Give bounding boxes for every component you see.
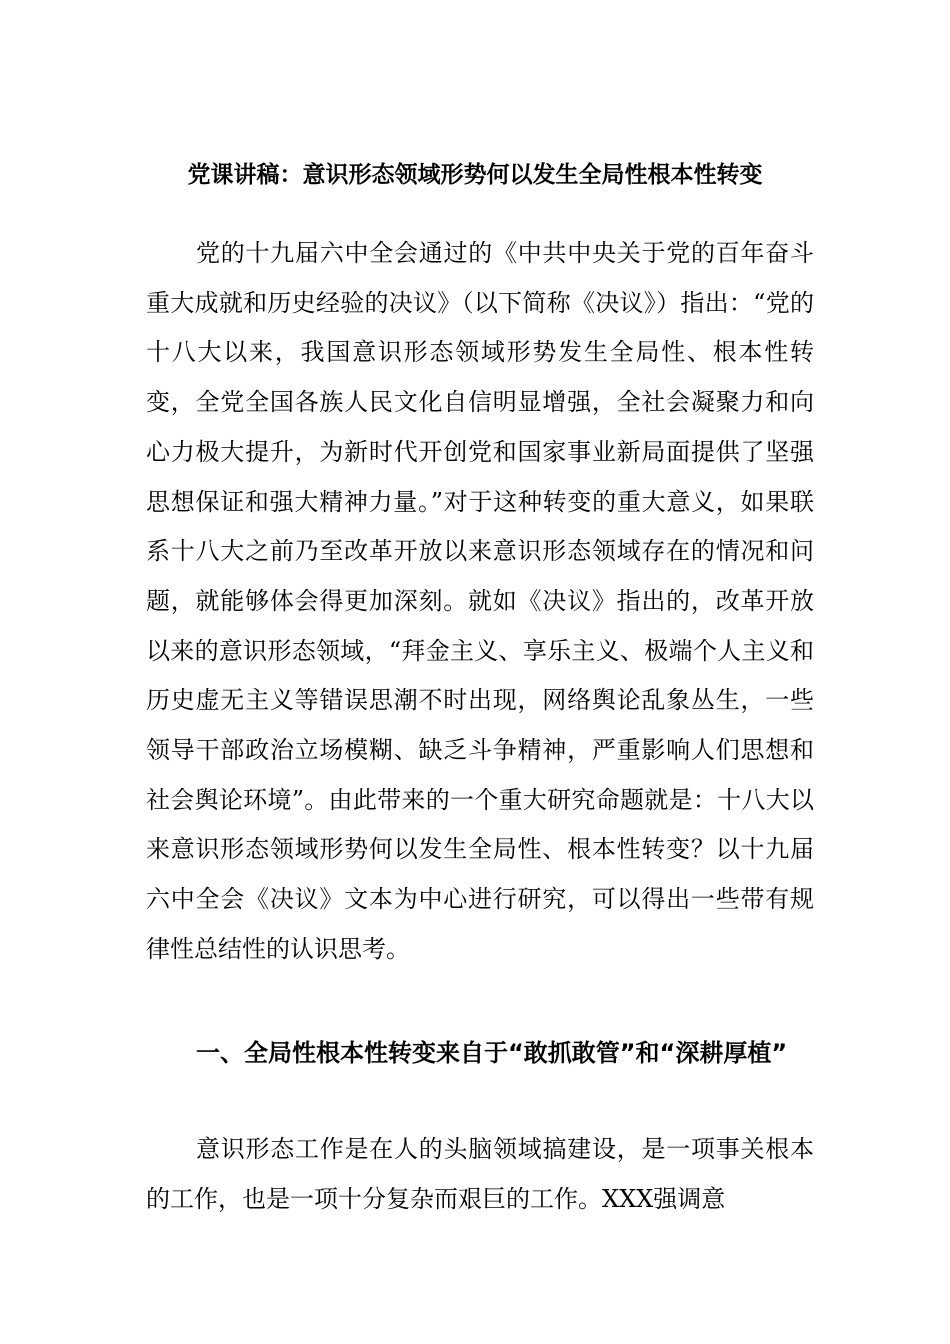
body-paragraph-1: 党的十九届六中全会通过的《中共中央关于党的百年奋斗重大成就和历史经验的决议》（以下简称《决议》）指出：“党的十八大以来，我国意识形态领域形势发生全局性、根本性转变，全党全国各族人民文化自信明显增强，全社会凝聚力和向心力极大提升，为新时代开创党和国家事业新局面提供了坚强思想保证和强大精神力量。”对于这种转变的重大意义，如果联系十八大之前乃至改革开放以来意识形态领域存在的情况和问题，就能够体会得更加深刻。就如《决议》指出的，改革开放以来的意识形态领域，“拜金主义、享乐主义、极端个人主义和历史虚无主义等错误思潮不时出现，网络舆论乱象丛生，一些领导干部政治立场模糊、缺乏斗争精神，严重影响人们思想和社会舆论环境”。由此带来的一个重大研究命题就是：十八大以来意识形态领域形势何以发生全局性、根本性转变？以十九届六中全会《决议》文本为中心进行研究，可以得出一些带有规律性总结性的认识思考。: [146, 239, 814, 963]
section-heading-1: 一、全局性根本性转变来自于“敢抓敢管”和“深耕厚植”: [196, 1039, 788, 1067]
body-paragraph-2: 意识形态工作是在人的头脑领域搞建设，是一项事关根本的工作，也是一项十分复杂而艰巨的工作。XXX强调意: [146, 1135, 814, 1213]
document-title: 党课讲稿：意识形态领域形势何以发生全局性根本性转变: [187, 162, 763, 188]
